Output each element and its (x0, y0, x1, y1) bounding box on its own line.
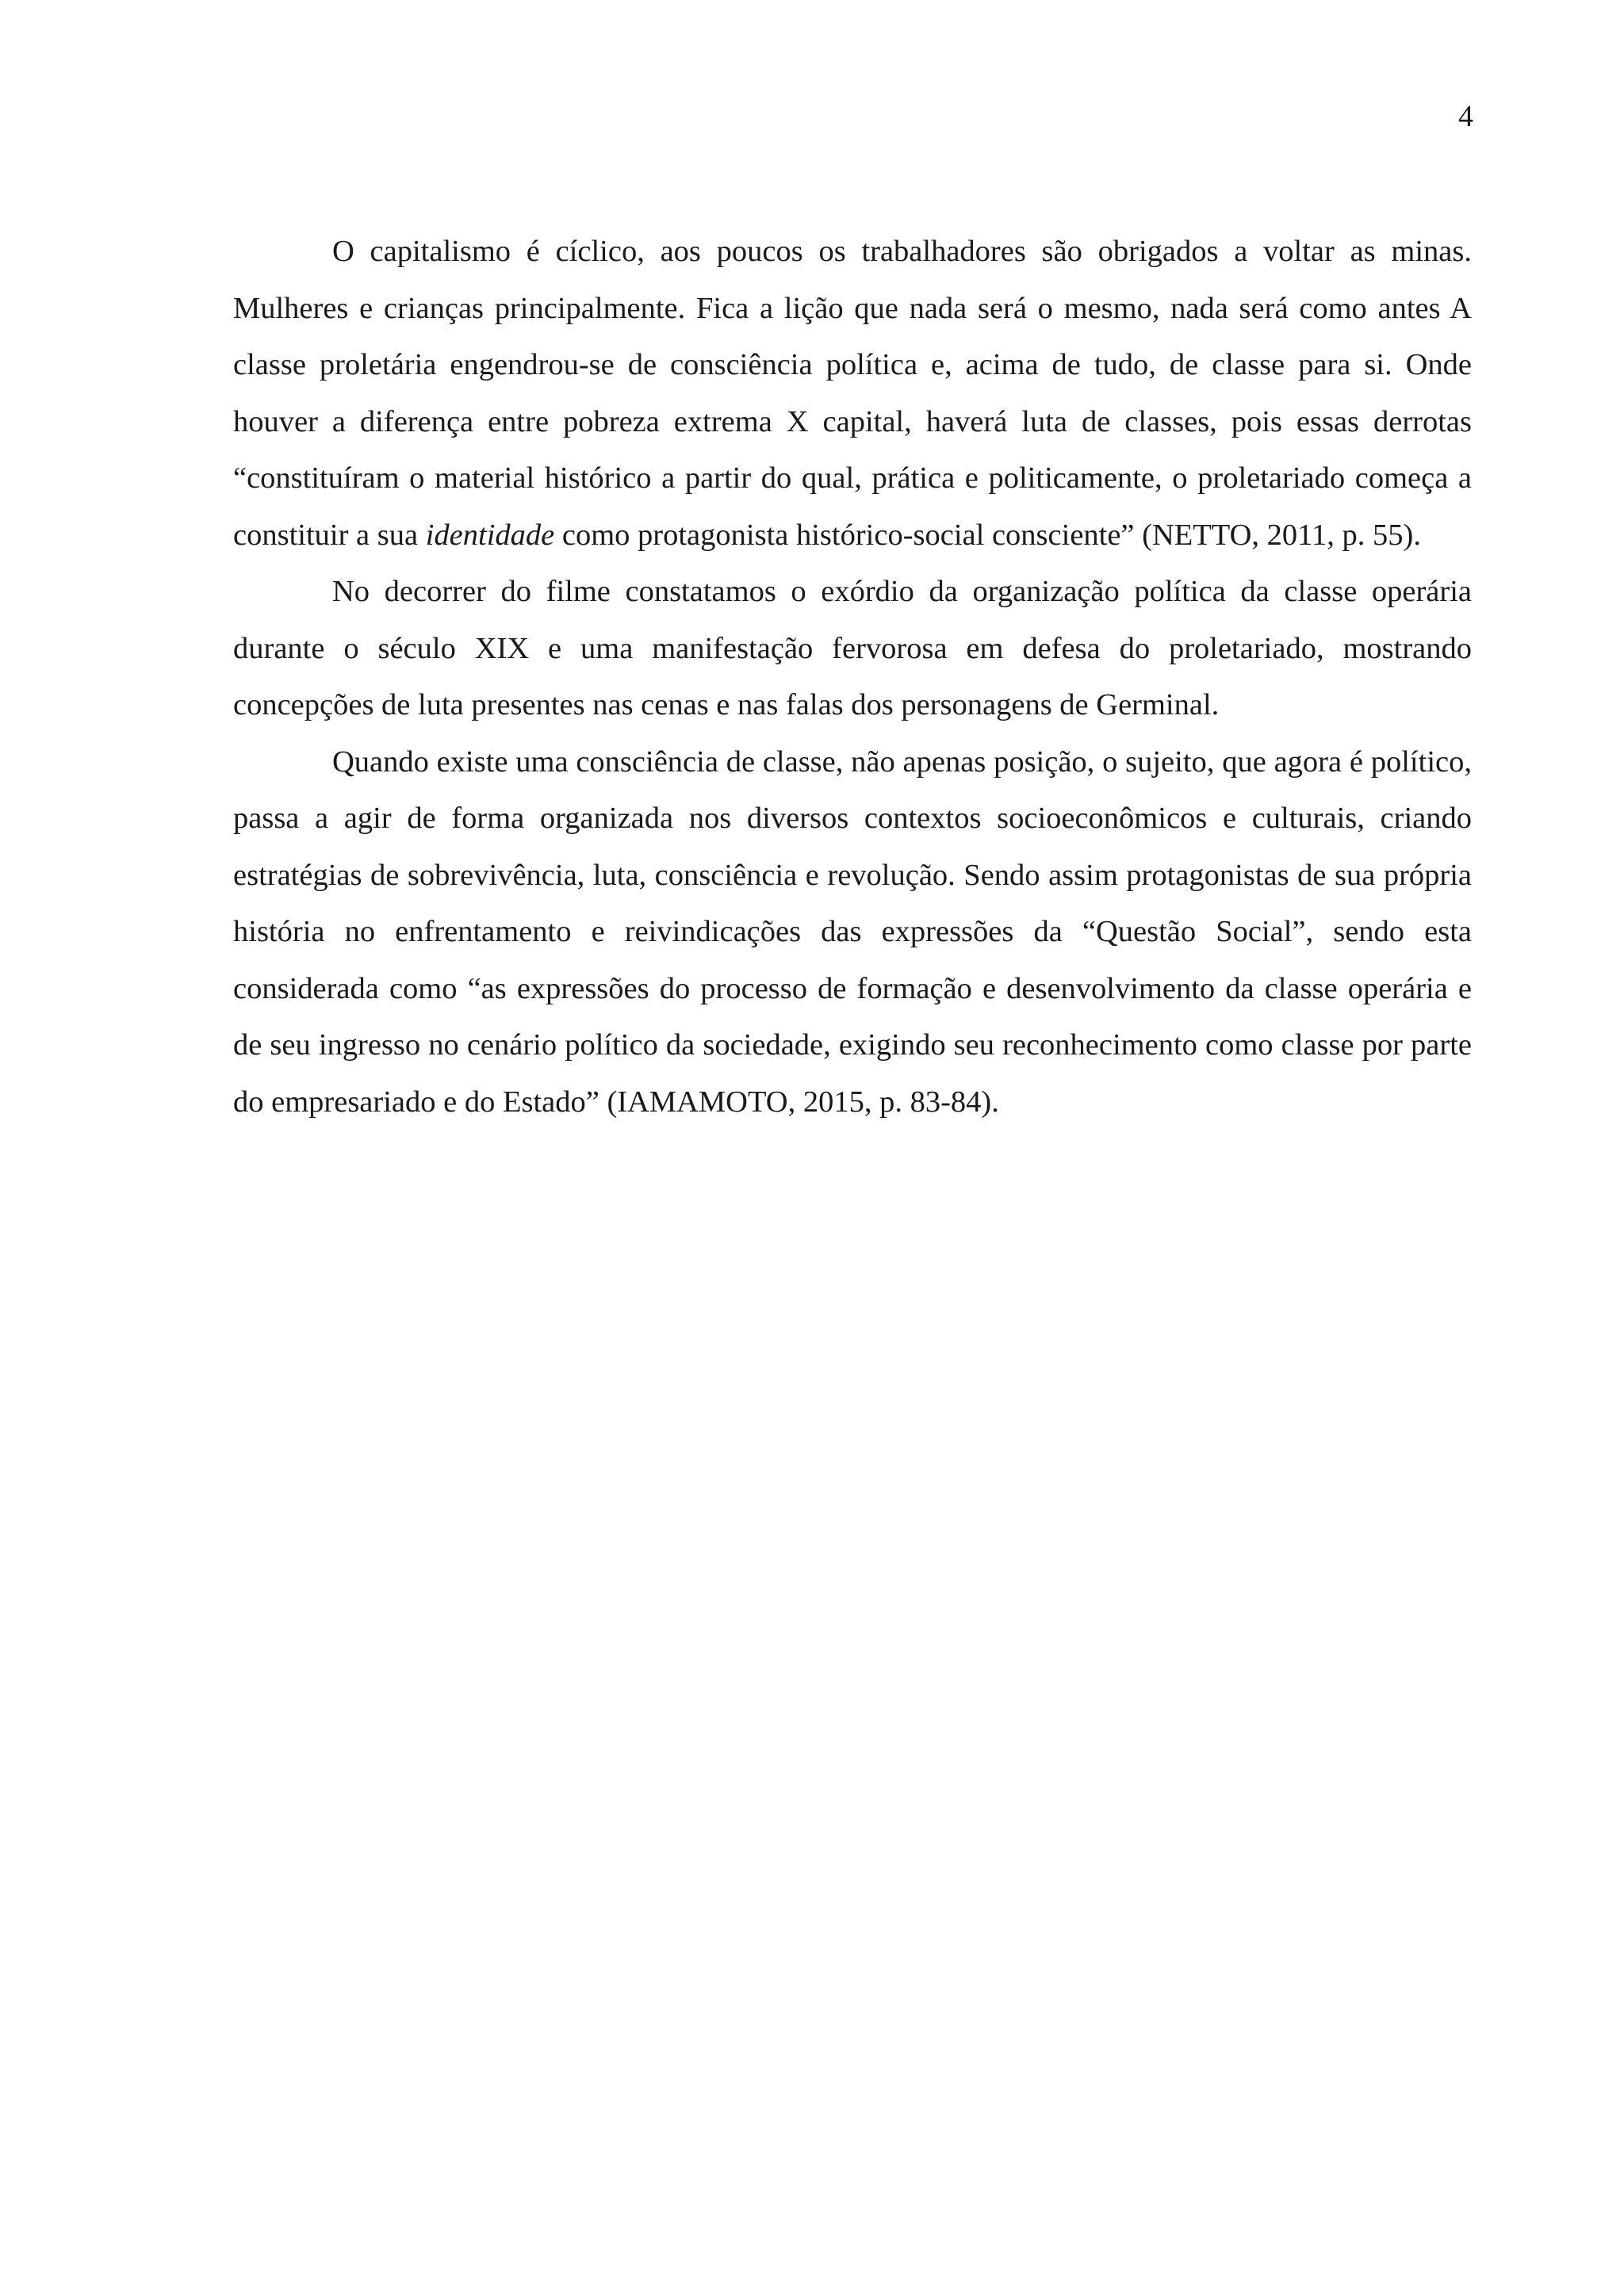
page-number: 4 (1458, 100, 1473, 133)
paragraph-1-text: O capitalismo é cíclico, aos poucos os trabalhadores são obrigados a voltar as minas. Mulheres e crianças principalmente. Fica a lição que nada será o mesmo, nada será como antes A classe proletária engendrou-se de consciência política e, acima de tudo, de classe para si. Onde houver a diferença entre pobreza extrema X capital, haverá luta de classes, pois essas derrotas “constituíram o material histórico a partir do qual, prática e politicamente, o proletariado começa a constituir a sua (233, 235, 1472, 552)
paragraph-3: Quando existe uma consciência de classe, não apenas posição, o sujeito, que agora é político, passa a agir de forma organizada nos diversos contextos socioeconômicos e culturais, criando estratégias de sobrevivência, luta, consciência e revolução. Sendo assim protagonistas de sua própria história no enfrentamento e reivindicações das expressões da “Questão Social”, sendo esta considerada como “as expressões do processo de formação e desenvolvimento da classe operária e de seu ingresso no cenário político da sociedade, exigindo seu reconhecimento como classe por parte do empresariado e do Estado” (IAMAMOTO, 2015, p. 83-84). (233, 744, 1472, 1119)
paragraph-1-text-end: como protagonista histórico-social consciente” (NETTO, 2011, p. 55). (554, 518, 1421, 552)
paragraph-2: No decorrer do filme constatamos o exórdio da organização política da classe operária durante o século XIX e uma manifestação fervorosa em defesa do proletariado, mostrando concepções de luta presentes nas cenas e nas falas dos personagens de Germinal. (233, 575, 1472, 721)
paragraph-1 (233, 224, 1472, 564)
body-text (233, 224, 1472, 1131)
paragraph-1-emphasis: identidade (425, 518, 555, 552)
